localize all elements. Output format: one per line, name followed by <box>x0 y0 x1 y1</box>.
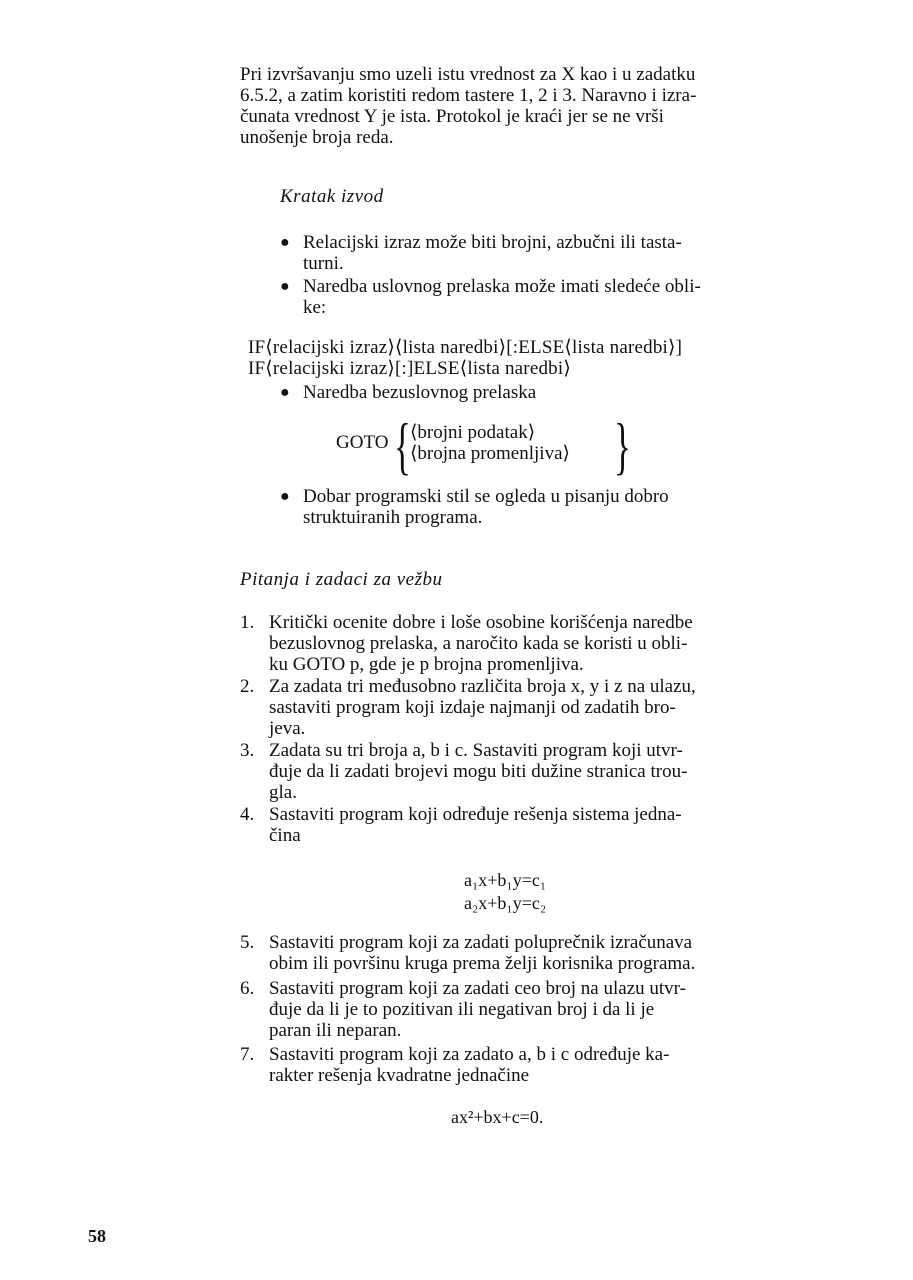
equation-1: a₁x+b₁y=c₁ <box>464 870 547 890</box>
item-line: Sastaviti program koji određuje rešenja sistema jedna- <box>269 804 682 825</box>
item-line: Sastaviti program koji za zadato a, b i c određuje ka- <box>269 1044 670 1065</box>
if-syntax-2: IF⟨relacijski izraz⟩[:]ELSE⟨lista naredbi⟩ <box>248 358 571 379</box>
bullet-text <box>303 232 810 274</box>
item-line: Zadata su tri broja a, b i c. Sastaviti program koji utvr- <box>269 740 683 761</box>
item-text <box>269 804 810 846</box>
left-brace: { <box>394 410 411 481</box>
bullet-text <box>303 276 810 318</box>
summary-bullet-1 <box>280 232 810 274</box>
item-text <box>269 676 810 739</box>
item-line: Kritički ocenite dobre i loše osobine korišćenja naredbe <box>269 612 693 633</box>
list-item <box>240 740 810 803</box>
item-text <box>269 612 810 675</box>
bullet-line: Naredba uslovnog prelaska može imati sledeće obli- <box>303 276 701 297</box>
intro-line: 6.5.2, a zatim koristiti redom tastere 1, 2 i 3. Naravno i izra- <box>240 85 697 106</box>
goto-option: ⟨brojni podatak⟩ <box>410 422 536 443</box>
bullet-icon: ● <box>280 278 290 295</box>
item-line: Sastaviti program koji za zadati poluprečnik izračunava <box>269 932 693 953</box>
bullet-line: ke: <box>303 297 327 318</box>
item-line: đuje da li zadati brojevi mogu biti dužine stranica trou- <box>269 761 688 782</box>
intro-line: Pri izvršavanju smo uzeli istu vrednost za X kao i u zadatku <box>240 64 696 85</box>
list-item <box>240 612 810 675</box>
bullet-icon: ● <box>280 488 290 505</box>
bullet-text <box>303 486 810 528</box>
list-item <box>240 1044 810 1086</box>
list-item <box>240 978 810 1041</box>
item-number: 1. <box>240 612 255 633</box>
item-line: gla. <box>269 782 297 803</box>
item-line: sastaviti program koji izdaje najmanji od zadatih bro- <box>269 697 676 718</box>
item-text <box>269 932 810 974</box>
exercises-heading: Pitanja i zadaci za vežbu <box>240 569 443 590</box>
summary-bullet-3 <box>280 382 810 403</box>
item-text <box>269 740 810 803</box>
bullet-line: struktuiranih programa. <box>303 507 483 528</box>
summary-heading: Kratak izvod <box>280 186 384 207</box>
equation-2: a₂x+b₁y=c₂ <box>464 893 547 913</box>
item-line: rakter rešenja kvadratne jednačine <box>269 1065 530 1086</box>
item-number: 5. <box>240 932 255 953</box>
item-line: čina <box>269 825 301 846</box>
bullet-line: Dobar programski stil se ogleda u pisanju dobro <box>303 486 669 507</box>
page-number: 58 <box>88 1226 106 1246</box>
bullet-icon: ● <box>280 384 290 401</box>
item-number: 3. <box>240 740 255 761</box>
bullet-icon: ● <box>280 234 290 251</box>
intro-paragraph <box>240 64 810 148</box>
list-item <box>240 804 810 846</box>
item-number: 7. <box>240 1044 255 1065</box>
summary-bullet-4 <box>280 486 810 528</box>
item-line: paran ili neparan. <box>269 1020 402 1041</box>
item-number: 2. <box>240 676 255 697</box>
equation-quadratic: ax²+bx+c=0. <box>451 1107 544 1127</box>
item-text <box>269 978 810 1041</box>
item-line: bezuslovnog prelaska, a naročito kada se koristi u obli- <box>269 633 688 654</box>
item-number: 6. <box>240 978 255 999</box>
item-line: Za zadata tri međusobno različita broja x, y i z na ulazu, <box>269 676 696 697</box>
bullet-line: Relacijski izraz može biti brojni, azbučni ili tasta- <box>303 232 682 253</box>
right-brace: } <box>614 410 631 481</box>
list-item <box>240 932 810 974</box>
item-text <box>269 1044 810 1086</box>
bullet-text: Naredba bezuslovnog prelaska <box>303 382 537 403</box>
if-syntax-1: IF⟨relacijski izraz⟩⟨lista naredbi⟩[:ELSE⟨lista naredbi⟩] <box>248 337 683 358</box>
goto-options <box>410 422 570 464</box>
item-line: ku GOTO p, gde je p brojna promenljiva. <box>269 654 584 675</box>
goto-keyword: GOTO <box>336 432 389 453</box>
item-number: 4. <box>240 804 255 825</box>
goto-syntax <box>336 410 636 481</box>
item-line: Sastaviti program koji za zadati ceo broj na ulazu utvr- <box>269 978 686 999</box>
item-line: đuje da li je to pozitivan ili negativan broj i da li je <box>269 999 655 1020</box>
item-line: jeva. <box>269 718 306 739</box>
intro-line: čunata vrednost Y je ista. Protokol je kraći jer se ne vrši <box>240 106 664 127</box>
item-line: obim ili površinu kruga prema želji korisnika programa. <box>269 953 696 974</box>
summary-bullet-2 <box>280 276 810 318</box>
intro-line: unošenje broja reda. <box>240 127 394 148</box>
bullet-line: turni. <box>303 253 344 274</box>
goto-option: ⟨brojna promenljiva⟩ <box>410 443 570 464</box>
list-item <box>240 676 810 739</box>
